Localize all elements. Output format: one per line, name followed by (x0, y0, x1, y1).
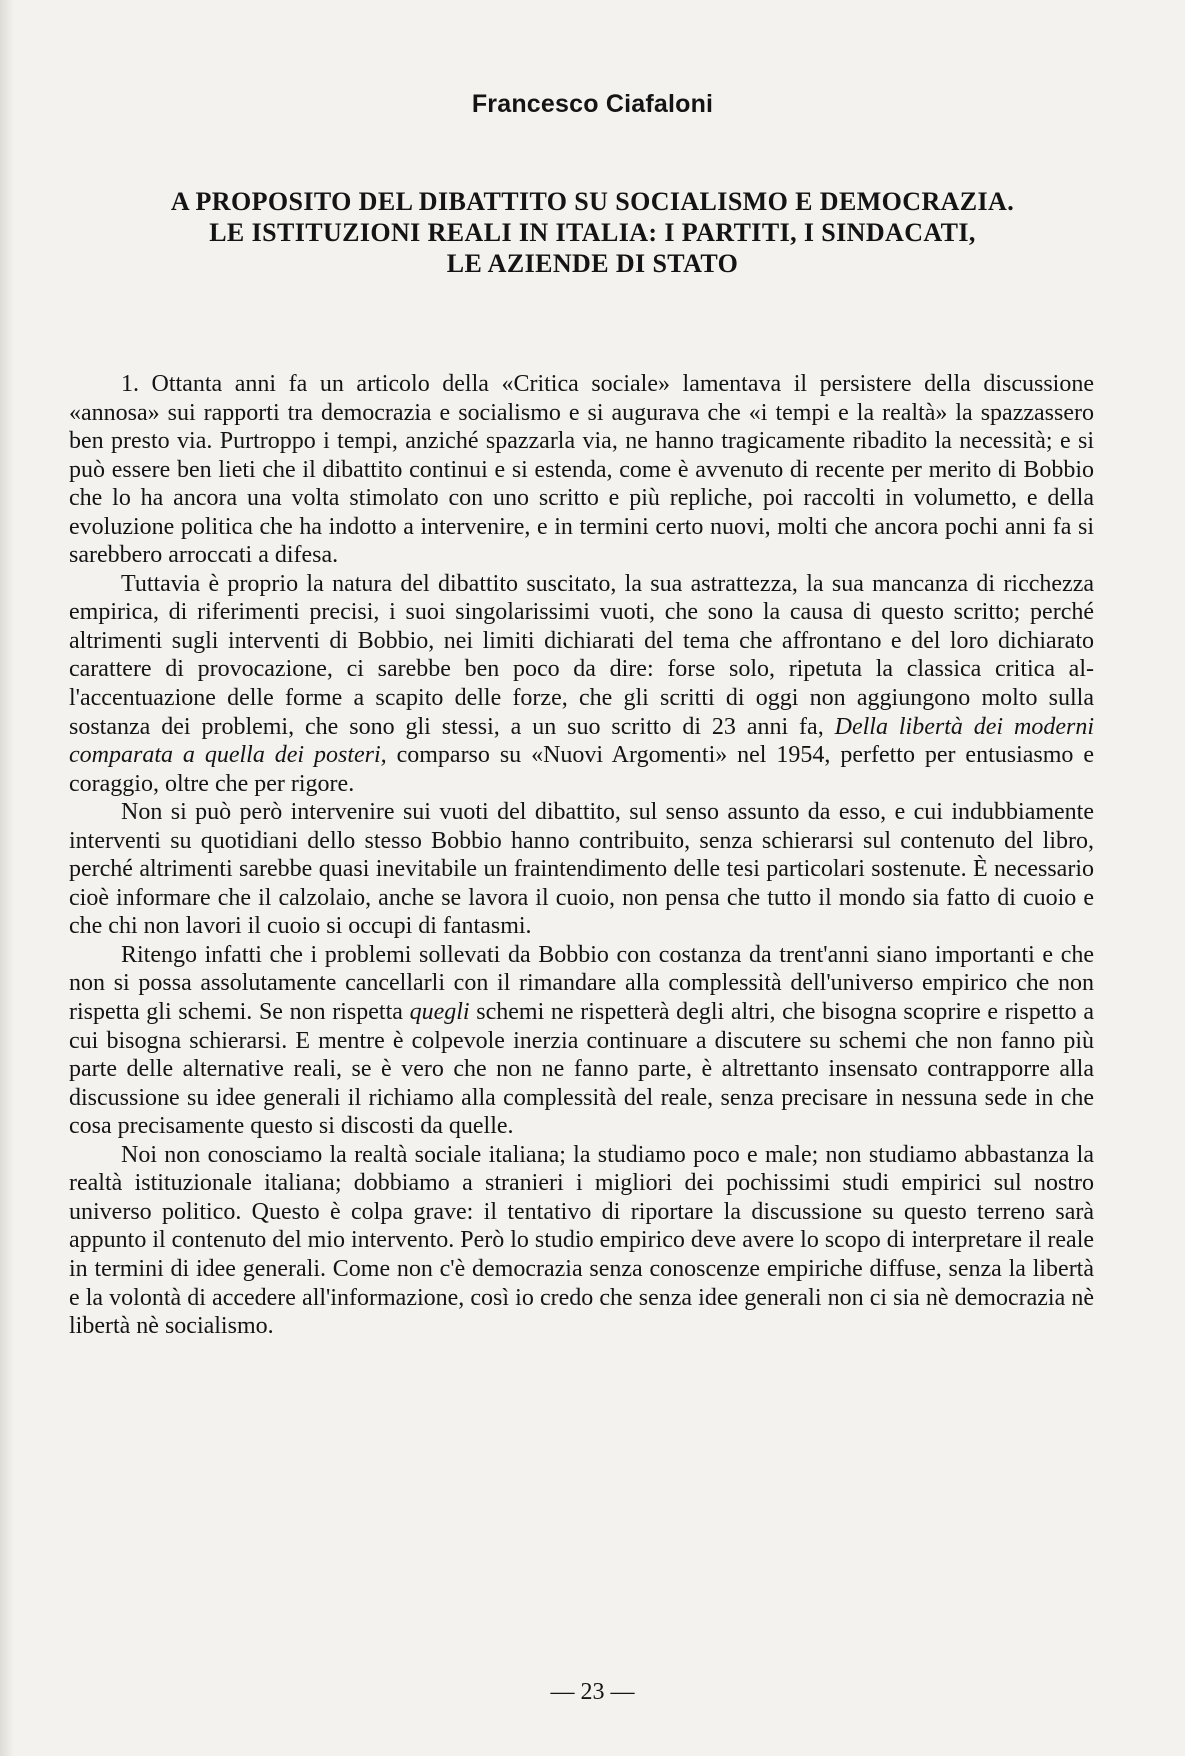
paragraph-4-text-a: Ritengo infatti che i problemi sollevati da Bobbio con costanza da trent'anni siano importanti e che non si possa assolutamente cancellarli con il rimandare alla complessità dell'universo empirico che non rispetta gli schemi. Se non rispetta (69, 941, 1094, 1026)
paragraph-1: 1. Ottanta anni fa un articolo della «Critica sociale» lamentava il persistere della discussione «annosa» sui rapporti tra democrazia e socialismo e si augurava che «i tempi e la realtà» la spazzassero ben presto via. Purtroppo i tempi, anziché spazzarla via, ne hanno tragicamente ribadito la necessità; e si può essere ben lieti che il dibattito continui e si estenda, come è avvenuto di recente per merito di Bobbio che lo ha ancora una volta stimolato con uno scritto e più repliche, poi raccolti in volumetto, e della evoluzione politica che ha indotto a intervenire, e in termini certo nuovi, molti che ancora pochi anni fa si sarebbero arroccati a difesa. (69, 371, 1094, 569)
title-line-2: LE ISTITUZIONI REALI IN ITALIA: I PARTITI, I SINDACATI, (209, 218, 976, 247)
article-body (69, 370, 1094, 1341)
title-line-1: A PROPOSITO DEL DIBATTITO SU SOCIALISMO E DEMOCRAZIA. (170, 187, 1015, 216)
paragraph-2 (69, 570, 1094, 798)
paragraph-4-text-b: schemi ne rispetterà degli altri, che bisogna scoprire e rispetto a cui bisogna schierarsi. E mentre è colpevole inerzia continuare a discutere su schemi che non fanno più parte delle alternative reali, se è vero che non ne fanno parte, è altrettanto insensato contrapporre alla discussione su idee generali il richiamo alla complessità del reale, senza precisare in nessuna sede in che cosa precisamente questo si discosti da quelle. (69, 999, 1095, 1140)
author-name: Francesco Ciafaloni (471, 90, 714, 118)
emphasized-word: quegli (409, 999, 470, 1026)
paragraph-2-text-a: Tuttavia è proprio la natura del dibattito suscitato, la sua astrattezza, la sua mancanza di ricchezza empirica, di riferimenti precisi, i suoi singolarissimi vuoti, che sono la causa di questo scritto; perché altrimenti sugli interventi di Bobbio, nei limiti dichiarati del tema che affrontano e del loro dichiarato carattere di provocazione, ci sarebbe ben poco da dire: forse solo, ripetuta la classica critica all'accentuazione delle forme a scapito delle forze, che gli scritti di oggi non aggiungono molto sulla sostanza dei problemi, che sono gli stessi, a un suo scritto di 23 anni fa, (69, 570, 1094, 740)
paragraph-5: Noi non conosciamo la realtà sociale italiana; la studiamo poco e male; non studiamo abbastanza la realtà istituzionale italiana; dobbiamo a stranieri i migliori dei pochissimi studi empirici sul nostro universo politico. Questo è colpa grave: il tentativo di riportare la discussione su questo terreno sarà appunto il contenuto del mio intervento. Però lo studio empirico deve avere lo scopo di interpretare il reale in termini di idee generali. Come non c'è democrazia senza conoscenze empiriche diffuse, senza la libertà e la volontà di accedere all'informazione, così io credo che senza idee generali non ci sia nè democrazia nè libertà nè socialismo. (69, 1141, 1095, 1340)
paragraph-3: Non si può però intervenire sui vuoti del dibattito, sul senso assunto da esso, e cui indubbiamente interventi su quotidiani dello stesso Bobbio hanno contribuito, senza schierarsi sul contenuto del libro, perché altrimenti sarebbe quasi inevitabile un fraintendimento delle tesi particolari sostenute. È necessario cioè informare che il calzolaio, anche se lavora il cuoio, non pensa che tutto il mondo sia fatto di cuoio e che chi non lavori il cuoio si occupi di fantasmi. (69, 799, 1094, 940)
title-line-3: LE AZIENDE DI STATO (446, 249, 739, 278)
article-title (60, 186, 1125, 279)
paragraph-2-text-b: comparso su «Nuovi Argomenti» nel 1954, perfetto per entusiasmo e coraggio, oltre che per rigore. (69, 742, 1094, 797)
paragraph-4 (69, 941, 1094, 1141)
cited-work-title: Della libertà dei moderni comparata a quella dei posteri, (69, 713, 1095, 769)
page-number: — 23 — (550, 1679, 635, 1705)
